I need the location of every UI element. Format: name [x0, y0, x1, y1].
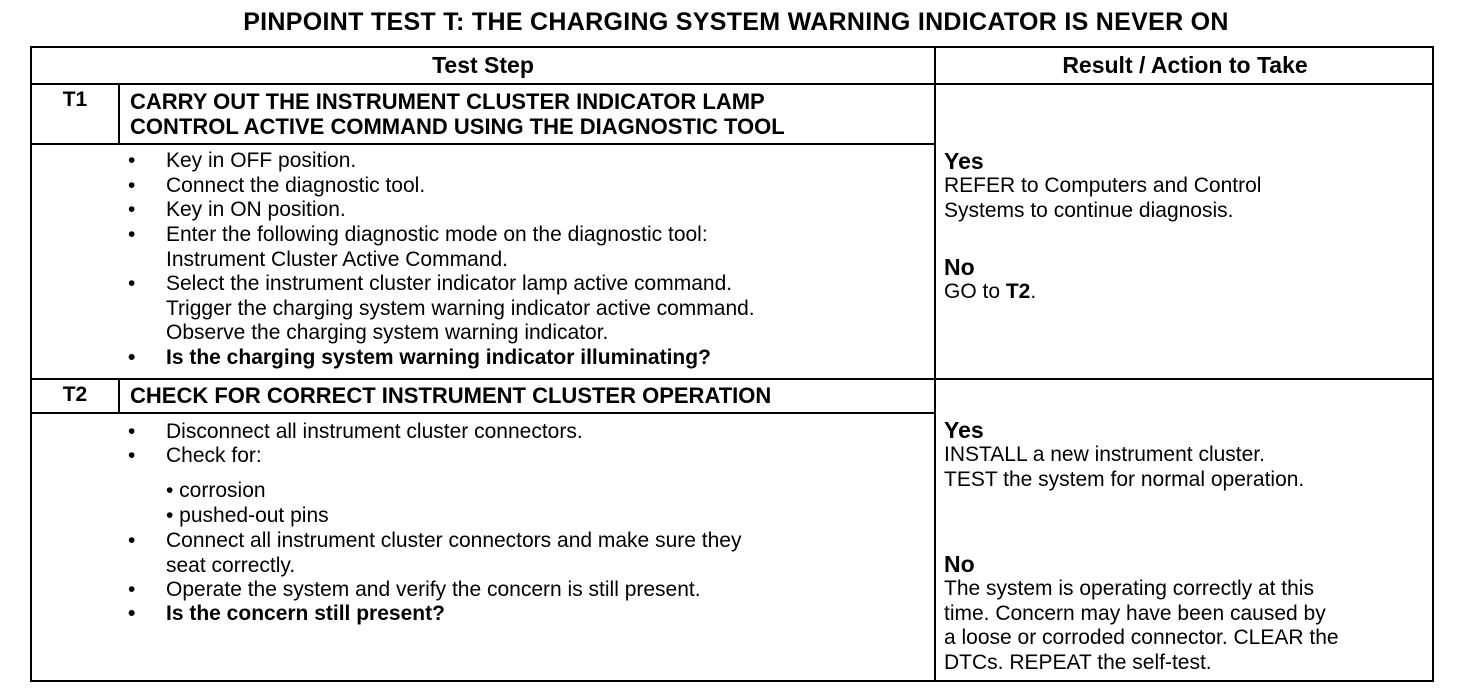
step-id-divider-t2: [118, 378, 120, 412]
result-t2: Yes INSTALL a new instrument cluster. TEST the system for normal operation. No The system is operating correctly at this time. Concern may have been caused by a loose or corroded connector. CLEAR the DTCs. REPEAT the self-test.: [944, 417, 1339, 674]
step-id-t2: T2: [62, 383, 88, 406]
header-result: Result / Action to Take: [1062, 52, 1308, 78]
column-divider: [934, 48, 936, 680]
sub-item-pushed-out-pins: • pushed-out pins: [166, 504, 329, 527]
step-id-divider-t1: [118, 83, 120, 143]
page-title: PINPOINT TEST T: THE CHARGING SYSTEM WARNING INDICATOR IS NEVER ON: [243, 8, 1229, 36]
step-title-divider-t1: [32, 143, 934, 145]
header-divider: [32, 83, 1432, 85]
result-t1-no-label: No: [944, 254, 975, 280]
pinpoint-test-table: Test Step Result / Action to Take T1 CARRY OUT THE INSTRUMENT CLUSTER INDICATOR LAMP CONTROL ACTIVE COMMAND USING THE DIAGNOSTIC TOOL • Key in OFF position. • Connect the diagnostic tool. • Key in ON position. • Enter the following diagnostic mode on the diagnostic tool: Instrument Cluster Active Command. • Select the instrument cluster indicator lamp active command. Trigger the charging system warning indicator active command. Observe the charging system warning indicator. • Is the charging system warning indicator illuminating? Yes REFER to Computers and Control Systems to continue diagnosis. No GO to T2. T2 CHECK FOR CORRECT INSTRUMENT CLUSTER OPERATION • Disconnect all instrument cluster connectors. • Check for: • corrosion • pushed-out pins • Connect all instrument cluster connectors and make sure they seat correctly. • Operate the system and verify the concern is still present. • Is the concern still present? Yes INSTALL a new instrument cluster. TEST the system for normal operation. No The system is operating correctly at this time. Concern may have been caused by a loose or corroded connector. CLEAR the DTCs. REPEAT the self-test.: [30, 46, 1434, 682]
result-t2-yes-label: Yes: [944, 417, 984, 443]
sub-item-corrosion: • corrosion: [166, 479, 266, 502]
result-t1-yes-label: Yes: [944, 148, 984, 174]
step-id-t1: T1: [62, 88, 88, 111]
step-divider: [32, 378, 1432, 380]
step-title-t2: CHECK FOR CORRECT INSTRUMENT CLUSTER OPERATION: [130, 383, 772, 408]
step-title-t1: CARRY OUT THE INSTRUMENT CLUSTER INDICATOR LAMP CONTROL ACTIVE COMMAND USING THE DIAGNOSTIC TOOL: [130, 89, 785, 139]
header-test-step: Test Step: [432, 52, 534, 78]
result-t2-no-label: No: [944, 551, 975, 577]
step-title-divider-t2: [32, 412, 934, 414]
result-t1: Yes REFER to Computers and Control Systems to continue diagnosis. No GO to T2.: [944, 148, 1262, 303]
